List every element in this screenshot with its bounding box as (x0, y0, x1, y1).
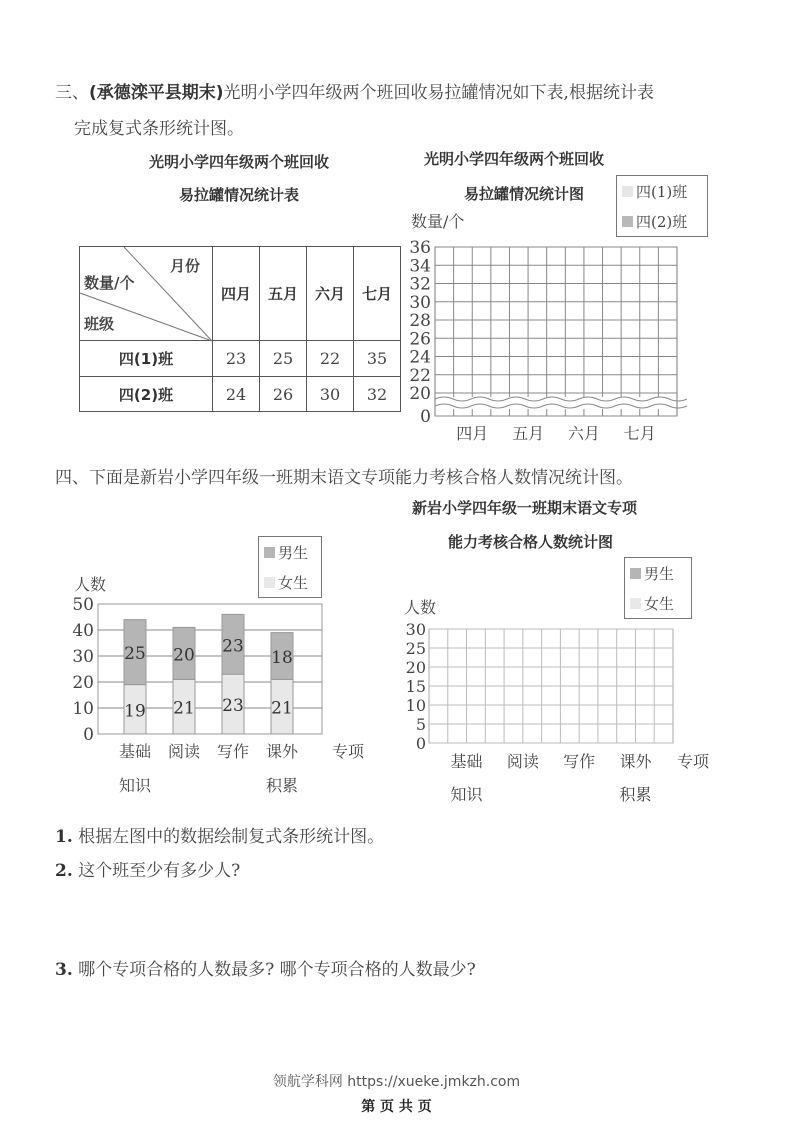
y-tick-label: 20 (405, 658, 426, 677)
y-tick-label: 40 (72, 621, 94, 641)
corner-quantity-label: 数量/个 (84, 274, 135, 292)
row-header: 四(2)班 (80, 377, 213, 412)
statistics-table (79, 246, 401, 412)
y-tick-label: 24 (409, 347, 431, 368)
col-header: 六月 (307, 247, 354, 341)
footer-watermark: 领航学科网 https://xueke.jmkzh.com (272, 1074, 521, 1090)
question-text: 哪个专项合格的人数最多? 哪个专项合格的人数最少? (78, 960, 476, 980)
y-tick-label: 20 (409, 384, 431, 405)
section3-text: 光明小学四年级两个班回收易拉罐情况如下表,根据统计表 (223, 83, 654, 103)
col-header: 七月 (354, 247, 401, 341)
x-axis-label: 专项 (677, 752, 710, 771)
legend-item (259, 537, 321, 567)
y-tick-label: 50 (72, 595, 94, 615)
grid-border (435, 247, 677, 416)
bar-label-girls: 21 (173, 698, 195, 719)
table-corner-cell (80, 247, 213, 341)
legend-item (617, 206, 707, 236)
x-axis-label: 专项 (332, 742, 365, 761)
table-cell: 35 (354, 341, 401, 377)
y-tick-label: 30 (72, 647, 94, 667)
table-cell: 24 (213, 377, 260, 412)
legend-swatch (630, 598, 641, 609)
question-number: 2. (55, 861, 73, 881)
legend-label: 四(2)班 (636, 212, 688, 231)
bar-label-boys: 23 (222, 636, 244, 657)
question-text: 根据左图中的数据绘制复式条形统计图。 (78, 827, 385, 847)
x-tick-label: 六月 (567, 424, 600, 443)
corner-month-label: 月份 (170, 257, 201, 275)
chart3-title-line2: 能力考核合格人数统计图 (448, 533, 614, 551)
y-tick-label: 20 (72, 673, 94, 693)
y-tick-label: 36 (409, 238, 431, 258)
chart1-grid (395, 236, 695, 446)
y-tick-label: 30 (405, 620, 426, 639)
legend-item (259, 567, 321, 597)
y-tick-label: 10 (72, 699, 94, 719)
chart1-title-line1: 光明小学四年级两个班回收 (424, 150, 605, 168)
y-tick-label: 34 (409, 256, 431, 277)
legend-label: 四(1)班 (636, 182, 688, 201)
legend-swatch (264, 577, 275, 588)
y-tick-label: 15 (405, 677, 426, 696)
legend-swatch (264, 547, 275, 558)
table-cell: 22 (307, 341, 354, 377)
table-cell: 30 (307, 377, 354, 412)
question-2 (55, 856, 240, 881)
row-header: 四(1)班 (80, 341, 213, 377)
y-tick-label: 22 (409, 365, 431, 386)
y-tick-label: 26 (409, 329, 431, 350)
bar-label-girls: 19 (124, 701, 146, 722)
x-tick-label: 知识 (450, 785, 483, 804)
question-number: 1. (55, 827, 73, 847)
chart1-title-line2: 易拉罐情况统计图 (464, 185, 585, 203)
x-tick-label: 积累 (265, 776, 299, 795)
legend-label: 女生 (278, 573, 309, 592)
bar-label-boys: 25 (124, 644, 146, 665)
section3-number: 三、 (55, 83, 89, 103)
chart2-legend (258, 536, 322, 598)
table-title-line2: 易拉罐情况统计表 (178, 186, 299, 204)
y-tick-label: 0 (83, 725, 94, 745)
chart2-plot (60, 594, 365, 804)
legend-item (625, 558, 691, 588)
section3-line2: 完成复式条形统计图。 (74, 119, 244, 139)
y-tick-label: 28 (409, 311, 431, 332)
x-tick-label: 知识 (118, 776, 152, 795)
y-tick-label: 25 (405, 639, 426, 658)
y-tick-label: 5 (415, 715, 426, 734)
x-tick-label: 四月 (456, 424, 489, 443)
x-tick-label: 阅读 (506, 752, 539, 771)
col-header: 四月 (213, 247, 260, 341)
table-row (80, 377, 401, 412)
legend-swatch (622, 216, 633, 227)
table-row (80, 341, 401, 377)
legend-swatch (630, 568, 641, 579)
legend-label: 女生 (644, 594, 675, 613)
y-tick-label: 0 (415, 734, 426, 753)
x-tick-label: 基础 (450, 752, 483, 771)
y-tick-label: 30 (409, 292, 431, 313)
legend-swatch (622, 186, 633, 197)
table-cell: 25 (260, 341, 307, 377)
section3-source: (承德滦平县期末) (89, 83, 224, 103)
x-tick-label: 写作 (563, 752, 596, 771)
section3-line1 (55, 78, 654, 103)
x-tick-label: 阅读 (167, 742, 201, 761)
chart1-ylabel: 数量/个 (411, 212, 465, 231)
footer-page: 第 页 共 页 (361, 1099, 432, 1115)
table-cell: 32 (354, 377, 401, 412)
y-tick-label: 32 (409, 274, 431, 295)
legend-label: 男生 (278, 543, 309, 562)
question-number: 3. (55, 960, 73, 980)
table-cell: 23 (213, 341, 260, 377)
question-3 (55, 955, 476, 980)
x-tick-label: 课外 (265, 742, 299, 761)
y-tick-label: 0 (420, 407, 431, 427)
bar-label-girls: 21 (271, 698, 293, 719)
table-title-line1: 光明小学四年级两个班回收 (148, 153, 329, 171)
x-tick-label: 五月 (512, 424, 545, 443)
table-cell: 26 (260, 377, 307, 412)
y-tick-label: 10 (405, 696, 426, 715)
chart2-ylabel: 人数 (74, 575, 107, 594)
chart3-legend (624, 557, 692, 619)
legend-label: 男生 (644, 564, 675, 583)
x-tick-label: 课外 (619, 752, 652, 771)
question-text: 这个班至少有多少人? (78, 861, 241, 881)
chart3-ylabel: 人数 (404, 598, 437, 617)
chart3-grid (395, 618, 710, 808)
bar-label-boys: 18 (271, 648, 293, 668)
x-tick-label: 基础 (118, 742, 152, 761)
col-header: 五月 (260, 247, 307, 341)
legend-item (617, 176, 707, 206)
section4-text: 四、下面是新岩小学四年级一班期末语文专项能力考核合格人数情况统计图。 (55, 468, 633, 488)
chart1-legend (616, 175, 708, 237)
legend-item (625, 588, 691, 618)
bar-label-boys: 20 (173, 645, 195, 666)
x-tick-label: 七月 (623, 424, 656, 443)
bar-label-girls: 23 (222, 696, 244, 717)
x-tick-label: 写作 (216, 742, 250, 761)
x-tick-label: 积累 (619, 785, 652, 804)
question-1 (55, 822, 384, 847)
chart3-title-line1: 新岩小学四年级一班期末语文专项 (412, 499, 638, 517)
corner-class-label: 班级 (84, 315, 115, 333)
